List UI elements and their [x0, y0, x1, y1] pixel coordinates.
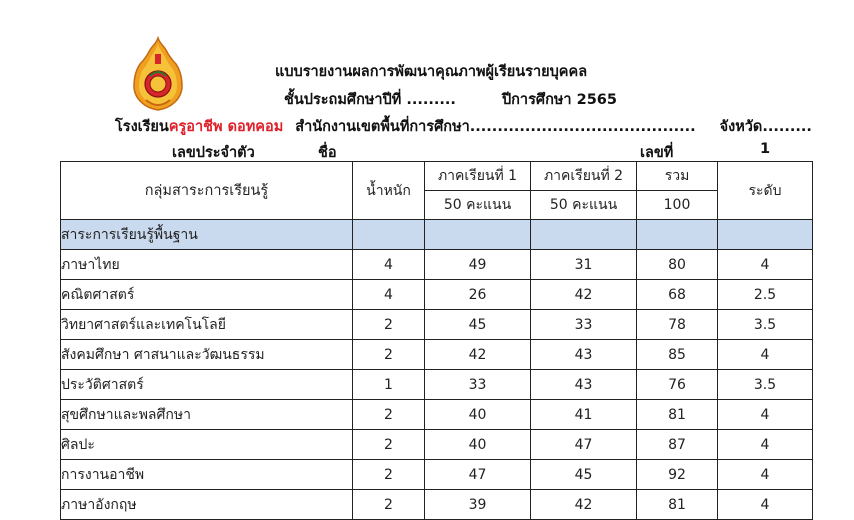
student-number-value: 1	[760, 141, 771, 157]
table-row	[61, 430, 813, 460]
weight-cell: 2	[353, 460, 425, 490]
total-cell: 85	[637, 340, 718, 370]
total-cell: 68	[637, 280, 718, 310]
grade-level: ชั้นประถมศึกษาปีที่ .........	[284, 92, 456, 108]
term1-cell: 39	[425, 490, 531, 520]
table-row	[61, 250, 813, 280]
term1-cell: 40	[425, 430, 531, 460]
table-row	[61, 280, 813, 310]
table-row	[61, 340, 813, 370]
level-cell: 3.5	[718, 370, 813, 400]
term1-cell: 49	[425, 250, 531, 280]
subject-cell: ภาษาไทย	[61, 250, 353, 280]
term1-cell: 45	[425, 310, 531, 340]
level-cell: 3.5	[718, 310, 813, 340]
subject-cell: ศิลปะ	[61, 430, 353, 460]
report-title: แบบรายงานผลการพัฒนาคุณภาพผู้เรียนรายบุคคล	[275, 64, 588, 80]
total-cell: 87	[637, 430, 718, 460]
term1-cell: 26	[425, 280, 531, 310]
section-title: สาระการเรียนรู้พื้นฐาน	[61, 220, 353, 250]
header-total-max: 100	[637, 191, 718, 220]
term2-cell: 31	[531, 250, 637, 280]
header-term2-max: 50 คะแนน	[531, 191, 637, 220]
weight-cell: 2	[353, 430, 425, 460]
level-cell: 4	[718, 340, 813, 370]
school-label: โรงเรียน	[115, 119, 169, 135]
grade-year-line	[284, 88, 617, 111]
student-number-label: เลขที่	[640, 145, 674, 161]
total-cell: 76	[637, 370, 718, 400]
table-row	[61, 310, 813, 340]
term2-cell: 42	[531, 280, 637, 310]
total-cell: 81	[637, 400, 718, 430]
term1-cell: 47	[425, 460, 531, 490]
table-row	[61, 400, 813, 430]
level-cell: 4	[718, 250, 813, 280]
weight-cell: 2	[353, 340, 425, 370]
term2-cell: 41	[531, 400, 637, 430]
term2-cell: 47	[531, 430, 637, 460]
total-cell: 81	[637, 490, 718, 520]
total-cell: 78	[637, 310, 718, 340]
level-cell: 4	[718, 400, 813, 430]
weight-cell: 1	[353, 370, 425, 400]
school-emblem-icon	[130, 36, 186, 112]
section-row	[61, 220, 813, 250]
header-term1: ภาคเรียนที่ 1	[425, 162, 531, 191]
term2-cell: 42	[531, 490, 637, 520]
subject-cell: การงานอาชีพ	[61, 460, 353, 490]
subject-cell: สุขศึกษาและพลศึกษา	[61, 400, 353, 430]
header-weight: น้ำหนัก	[353, 162, 425, 220]
term2-cell: 33	[531, 310, 637, 340]
total-cell: 80	[637, 250, 718, 280]
school-line	[115, 115, 812, 138]
province: จังหวัด.........	[719, 119, 812, 135]
term2-cell: 43	[531, 340, 637, 370]
header-total: รวม	[637, 162, 718, 191]
weight-cell: 4	[353, 280, 425, 310]
term2-cell: 45	[531, 460, 637, 490]
term1-cell: 40	[425, 400, 531, 430]
header-term1-max: 50 คะแนน	[425, 191, 531, 220]
level-cell: 4	[718, 460, 813, 490]
weight-cell: 2	[353, 490, 425, 520]
level-cell: 4	[718, 490, 813, 520]
subject-cell: ประวัติศาสตร์	[61, 370, 353, 400]
header-level: ระดับ	[718, 162, 813, 220]
table-row	[61, 370, 813, 400]
term1-cell: 33	[425, 370, 531, 400]
weight-cell: 4	[353, 250, 425, 280]
term2-cell: 43	[531, 370, 637, 400]
weight-cell: 2	[353, 310, 425, 340]
term1-cell: 42	[425, 340, 531, 370]
subject-cell: สังคมศึกษา ศาสนาและวัฒนธรรม	[61, 340, 353, 370]
header-term2: ภาคเรียนที่ 2	[531, 162, 637, 191]
level-cell: 2.5	[718, 280, 813, 310]
student-name-label: ชื่อ	[318, 145, 337, 161]
header-subject: กลุ่มสาระการเรียนรู้	[61, 162, 353, 220]
subject-cell: วิทยาศาสตร์และเทคโนโลยี	[61, 310, 353, 340]
student-id-label: เลขประจำตัว	[172, 145, 255, 161]
total-cell: 92	[637, 460, 718, 490]
grades-table	[60, 161, 813, 520]
subject-cell: ภาษาอังกฤษ	[61, 490, 353, 520]
table-row	[61, 490, 813, 520]
level-cell: 4	[718, 430, 813, 460]
area-office: สำนักงานเขตพื้นที่การศึกษา.........................................	[295, 119, 696, 135]
school-name: ครูอาชีพ ดอทคอม	[168, 119, 284, 135]
subject-cell: คณิตศาสตร์	[61, 280, 353, 310]
weight-cell: 2	[353, 400, 425, 430]
table-row	[61, 460, 813, 490]
academic-year: ปีการศึกษา 2565	[501, 92, 617, 108]
